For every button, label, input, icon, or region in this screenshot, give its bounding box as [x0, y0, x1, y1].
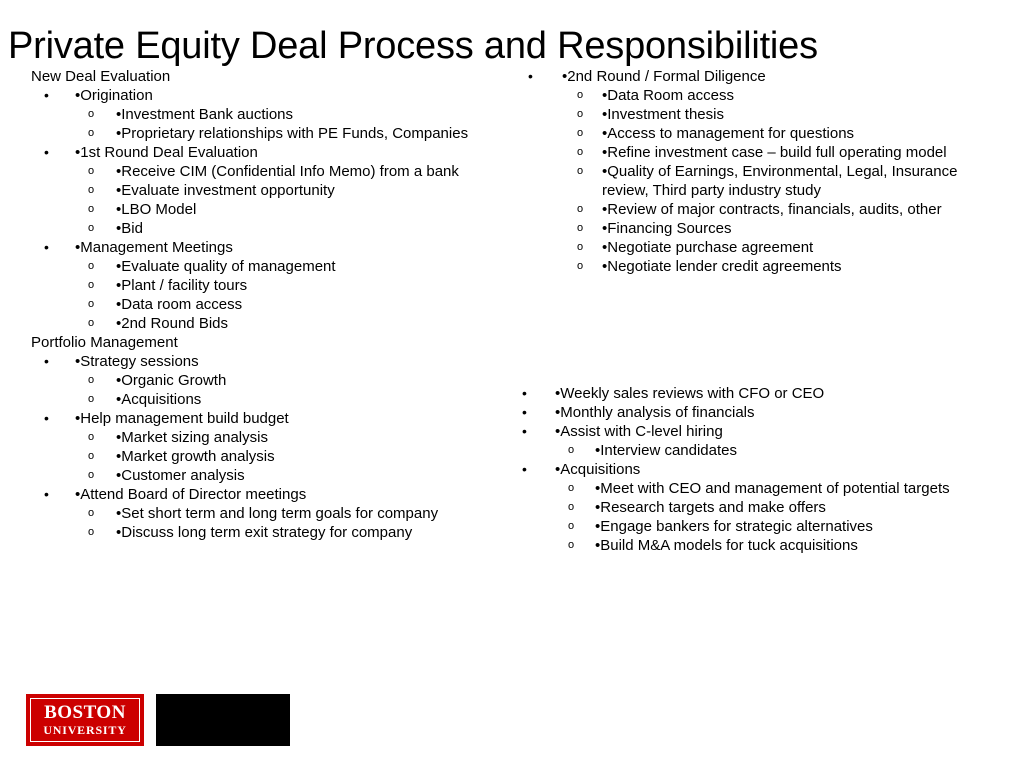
- sub-bullet-marker: o: [88, 526, 95, 538]
- bullet-text: •1st Round Deal Evaluation: [75, 144, 258, 161]
- sub-bullet-text: •Evaluate quality of management: [116, 258, 336, 275]
- boston-university-logo: [26, 694, 144, 746]
- sub-bullet-text: •Bid: [116, 220, 143, 237]
- bullet-marker: •: [528, 68, 533, 84]
- bullet-formal-diligence: [0, 67, 1023, 86]
- sub-bullet-text: •Data room access: [116, 296, 243, 313]
- bullet-text: •Strategy sessions: [75, 353, 199, 370]
- bullet-marker: •: [522, 385, 527, 401]
- sub-bullet-marker: o: [88, 184, 95, 196]
- slide-title: Private Equity Deal Process and Responsibilities: [8, 25, 818, 67]
- sub-bullet-marker: o: [88, 374, 95, 386]
- sub-bullet-text: •Interview candidates: [595, 442, 737, 459]
- sub-bullet-marker: o: [88, 108, 95, 120]
- sub-bullet-marker: o: [568, 444, 575, 456]
- bullet-text: •Monthly analysis of financials: [555, 404, 755, 421]
- sub-bullet: [0, 314, 520, 333]
- bullet-strategy-sessions: [0, 352, 520, 371]
- logo-line-1: BOSTON: [44, 702, 126, 723]
- sub-bullet-text: •Quality of Earnings, Environmental, Legal, Insurance review, Third party industry study: [602, 163, 958, 199]
- sub-bullet-marker: o: [88, 393, 95, 405]
- bullet-text: •2nd Round / Formal Diligence: [562, 68, 766, 85]
- sub-bullet-marker: o: [577, 203, 584, 215]
- logo-line-2: UNIVERSITY: [43, 723, 127, 737]
- sub-bullet-marker: o: [577, 241, 584, 253]
- sub-bullet-text: •Data Room access: [602, 87, 734, 104]
- sub-bullet-text: •Investment thesis: [602, 106, 724, 123]
- sub-bullet: [0, 257, 1023, 276]
- sub-bullet-marker: o: [577, 89, 584, 101]
- sub-bullet-text: •Acquisitions: [116, 391, 202, 408]
- sub-bullet-text: •Access to management for questions: [602, 125, 855, 142]
- sub-bullet-marker: o: [568, 539, 575, 551]
- sub-bullet: [0, 86, 1023, 105]
- bullet-marker: •: [44, 410, 49, 426]
- sub-bullet-marker: o: [577, 222, 584, 234]
- sub-bullet: [0, 441, 1023, 460]
- bullet-marker: •: [522, 461, 527, 477]
- sub-bullet-marker: o: [88, 165, 95, 177]
- sub-bullet-marker: o: [88, 469, 95, 481]
- sub-bullet: [0, 238, 1023, 257]
- sub-bullet-marker: o: [88, 127, 95, 139]
- bullet-text: •Attend Board of Director meetings: [75, 486, 307, 503]
- right-top-column: [0, 67, 1023, 276]
- bullet-text: •Help management build budget: [75, 410, 289, 427]
- logo-frame: [30, 698, 140, 742]
- sub-bullet-text: •Research targets and make offers: [595, 499, 826, 516]
- sub-bullet-marker: o: [577, 108, 584, 120]
- sub-bullet: [0, 124, 1023, 143]
- bullet-text: •Origination: [75, 87, 153, 104]
- sub-bullet-marker: o: [568, 520, 575, 532]
- sub-bullet-text: •Engage bankers for strategic alternatives: [595, 518, 873, 535]
- sub-bullet: [0, 295, 520, 314]
- sub-bullet-text: •Customer analysis: [116, 467, 245, 484]
- sub-bullet-text: •Review of major contracts, financials, audits, other: [602, 201, 942, 218]
- sub-bullet: [0, 517, 1023, 536]
- sub-bullet-marker: o: [568, 482, 575, 494]
- right-bottom-column: [0, 384, 1023, 555]
- sub-bullet-text: •Investment Bank auctions: [116, 106, 294, 123]
- sub-bullet-text: •Build M&A models for tuck acquisitions: [595, 537, 858, 554]
- bullet: [0, 384, 1023, 403]
- sub-bullet-text: •Organic Growth: [116, 372, 227, 389]
- sub-bullet-marker: o: [88, 260, 95, 272]
- sub-bullet-marker: o: [88, 507, 95, 519]
- sub-bullet-marker: o: [568, 501, 575, 513]
- sub-bullet-text: •Financing Sources: [602, 220, 732, 237]
- bullet-acquisitions: [0, 460, 1023, 479]
- sub-bullet-text: •Proprietary relationships with PE Funds, Companies: [116, 125, 469, 142]
- bullet-marker: •: [44, 486, 49, 502]
- sub-bullet-marker: o: [88, 450, 95, 462]
- sub-bullet-marker: o: [88, 279, 95, 291]
- bullet-marker: •: [44, 239, 49, 255]
- sub-bullet-marker: o: [88, 222, 95, 234]
- sub-bullet-text: •Negotiate purchase agreement: [602, 239, 814, 256]
- bullet-text: •Acquisitions: [555, 461, 641, 478]
- bullet-text: •Management Meetings: [75, 239, 233, 256]
- sub-bullet-marker: o: [577, 146, 584, 158]
- sub-bullet-text: •Set short term and long term goals for company: [116, 505, 439, 522]
- sub-bullet-marker: o: [88, 298, 95, 310]
- sub-bullet: [0, 498, 1023, 517]
- sub-bullet: [0, 536, 1023, 555]
- sub-bullet: [0, 276, 520, 295]
- sub-bullet: [0, 479, 1023, 498]
- sub-bullet-text: •Receive CIM (Confidential Info Memo) from a bank: [116, 163, 459, 180]
- section-heading-portfolio: [0, 333, 520, 352]
- sub-bullet-marker: o: [88, 203, 95, 215]
- sub-bullet-text: •2nd Round Bids: [116, 315, 228, 332]
- sub-bullet-text: •Discuss long term exit strategy for company: [116, 524, 413, 541]
- bullet-marker: •: [44, 144, 49, 160]
- sub-bullet-marker: o: [577, 165, 584, 177]
- sub-bullet-text: •Market growth analysis: [116, 448, 275, 465]
- section-heading-text: New Deal Evaluation: [31, 68, 171, 85]
- sub-bullet-marker: o: [577, 260, 584, 272]
- sub-bullet: [0, 143, 1023, 162]
- sub-bullet-text: •Refine investment case – build full operating model: [602, 144, 947, 161]
- bullet-marker: •: [44, 353, 49, 369]
- bullet-text: •Assist with C-level hiring: [555, 423, 723, 440]
- bullet-marker: •: [522, 404, 527, 420]
- sub-bullet: [0, 200, 1023, 219]
- sub-bullet: [0, 219, 1023, 238]
- sub-bullet-text: •Market sizing analysis: [116, 429, 268, 446]
- sub-bullet-text: •Evaluate investment opportunity: [116, 182, 335, 199]
- bullet: [0, 422, 1023, 441]
- sub-bullet-marker: o: [577, 127, 584, 139]
- sub-bullet-text: •Negotiate lender credit agreements: [602, 258, 842, 275]
- section-heading-text: Portfolio Management: [31, 334, 178, 351]
- sub-bullet-marker: o: [88, 431, 95, 443]
- sub-bullet: [0, 162, 1023, 200]
- sub-bullet-text: •Plant / facility tours: [116, 277, 248, 294]
- sub-bullet-text: •LBO Model: [116, 201, 197, 218]
- bullet-marker: •: [522, 423, 527, 439]
- sub-bullet-marker: o: [88, 317, 95, 329]
- bullet-marker: •: [44, 87, 49, 103]
- black-placeholder-box: [156, 694, 290, 746]
- bullet: [0, 403, 1023, 422]
- sub-bullet: [0, 105, 1023, 124]
- bullet-text: •Weekly sales reviews with CFO or CEO: [555, 385, 825, 402]
- sub-bullet-text: •Meet with CEO and management of potential targets: [595, 480, 950, 497]
